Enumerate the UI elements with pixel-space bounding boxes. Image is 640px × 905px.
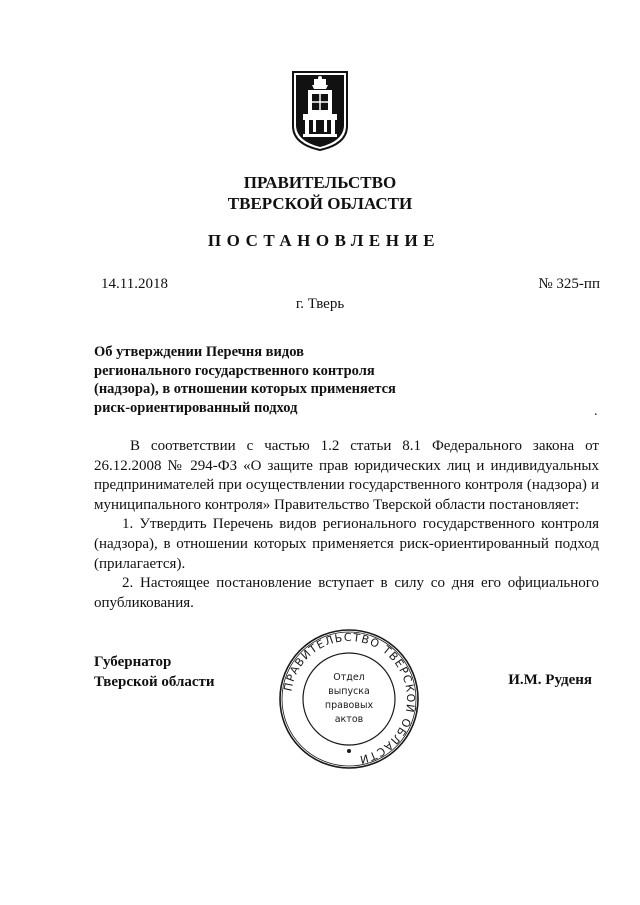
stamp-center-line: правовых	[324, 700, 374, 711]
body-paragraph-intro: В соответствии с частью 1.2 статьи 8.1 Федерального закона от 26.12.2008 № 294-ФЗ «О защите прав юридических лиц и индивидуальных предпринимателей при осуществлении государственного контроля (надзора) и муниципального контроля» Правительство Тверской области постановляет:	[94, 438, 599, 513]
document-type-title: ПОСТАНОВЛЕНИЕ	[207, 231, 441, 250]
stamp-dot-icon	[347, 749, 351, 753]
signatory-title-line1: Губернатор	[94, 654, 172, 670]
stamp-ring-text: ПРАВИТЕЛЬСТВО ТВЕРСКОЙ ОБЛАСТИ	[281, 630, 418, 767]
stray-dot: .	[594, 404, 598, 419]
document-number: № 325-пп	[538, 276, 600, 292]
body-paragraph-item2: 2. Настоящее постановление вступает в силу со дня его официального опубликования.	[94, 575, 599, 611]
tver-coat-of-arms-icon	[291, 70, 349, 152]
org-name-line2: ТВЕРСКОЙ ОБЛАСТИ	[227, 194, 413, 213]
subject-line: регионального государственного контроля	[94, 362, 375, 379]
document-city: г. Тверь	[295, 296, 345, 312]
document-subject	[94, 343, 434, 417]
subject-line: (надзора), в отношении которых применяется	[94, 381, 396, 397]
stamp-center-line: Отдел	[333, 672, 365, 683]
official-stamp	[278, 628, 420, 770]
subject-line: риск-ориентированный подход	[94, 399, 298, 416]
svg-text:ПРАВИТЕЛЬСТВО ТВЕРСКОЙ ОБЛАСТИ	[281, 631, 417, 766]
signatory-title	[94, 652, 215, 692]
stamp-center-line: выпуска	[328, 686, 370, 697]
signatory-name: И.М. Руденя	[508, 672, 592, 688]
org-name-line1: ПРАВИТЕЛЬСТВО	[243, 173, 397, 192]
stamp-center-line: актов	[334, 714, 364, 725]
subject-line: Об утверждении Перечня видов	[94, 344, 304, 360]
body-paragraph-item1: 1. Утвердить Перечень видов регионального государственного контроля (надзора), в отношении которых применяется риск-ориентированный подход (прилагается).	[94, 516, 599, 572]
document-body	[94, 437, 599, 613]
signatory-title-line2: Тверской области	[94, 674, 215, 690]
document-date: 14.11.2018	[101, 276, 168, 292]
